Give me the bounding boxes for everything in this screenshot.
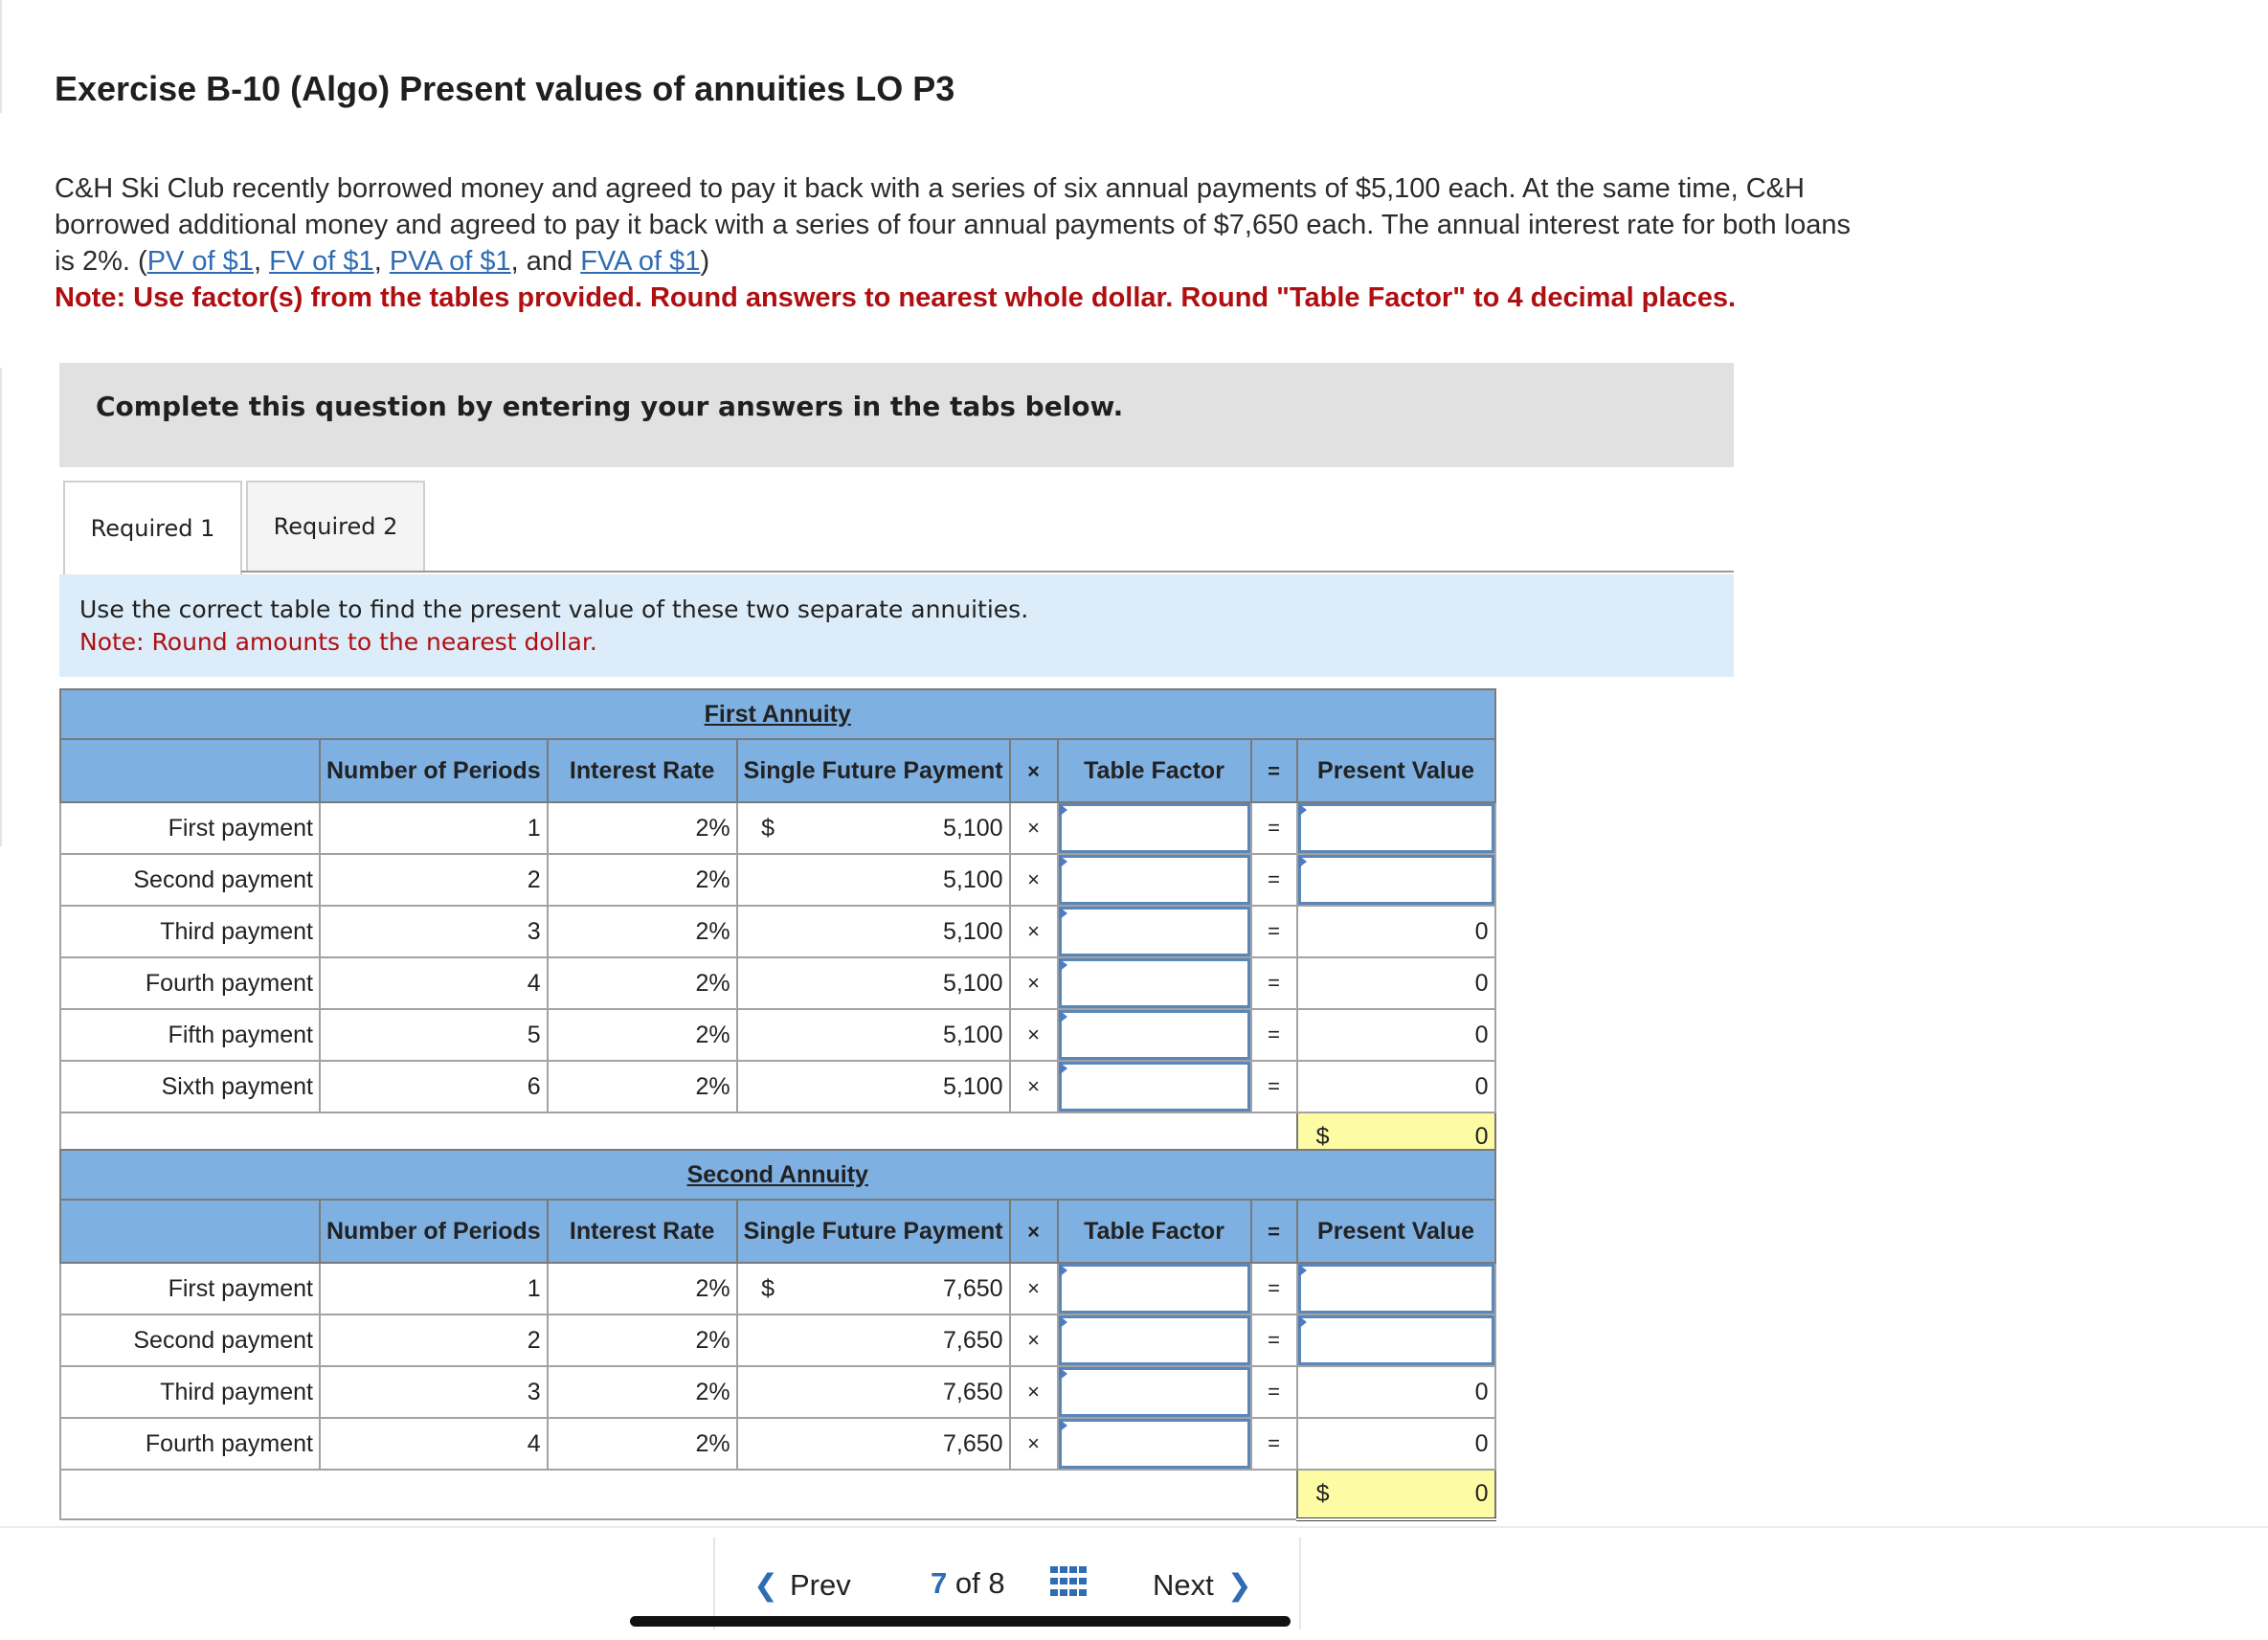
table-row [60, 906, 1495, 957]
equals-sign: = [1251, 854, 1297, 906]
payment-amount: 5,100 [797, 1061, 1009, 1112]
table-factor-input[interactable] [1058, 1366, 1251, 1418]
period-cell: 2 [320, 1314, 548, 1366]
problem-body: C&H Ski Club recently borrowed money and agreed to pay it back with a series of six annual payments of $5,100 each. At the same time, C&H borrowed additional money and agreed to pay it back with a series of four annual payments of $7,650 each. The annual interest rate for both loans is 2%. ( [55, 173, 1851, 277]
hint-text: Use the correct table to find the present value of these two separate annuities. [79, 595, 1029, 623]
dollar-sign: $ [737, 802, 798, 854]
header-payment: Single Future Payment [737, 739, 1010, 802]
fva-table-link[interactable]: FVA of $1 [580, 246, 701, 277]
table-factor-input[interactable] [1058, 957, 1251, 1009]
table-row [60, 1061, 1495, 1112]
period-cell: 4 [320, 1418, 548, 1470]
tab-required-2[interactable]: Required 2 [246, 481, 425, 573]
present-value-cell: 0 [1297, 957, 1495, 1009]
payment-amount: 5,100 [797, 854, 1009, 906]
left-border [0, 0, 2, 113]
times-sign: × [1010, 854, 1058, 906]
equals-sign: = [1251, 1314, 1297, 1366]
table-row [60, 957, 1495, 1009]
payment-amount: 5,100 [797, 802, 1009, 854]
header-factor: Table Factor [1058, 739, 1251, 802]
table-factor-input[interactable] [1058, 1314, 1251, 1366]
times-sign: × [1010, 957, 1058, 1009]
table-factor-input[interactable] [1058, 854, 1251, 906]
table-factor-input[interactable] [1058, 1061, 1251, 1112]
period-cell: 4 [320, 957, 548, 1009]
header-row [60, 739, 1495, 802]
times-sign: × [1010, 1366, 1058, 1418]
header-payment: Single Future Payment [737, 1200, 1010, 1263]
period-cell: 1 [320, 1263, 548, 1314]
times-sign: × [1010, 1418, 1058, 1470]
first-annuity-table [59, 688, 1496, 1164]
equals-sign: = [1251, 957, 1297, 1009]
period-cell: 3 [320, 906, 548, 957]
rate-cell: 2% [548, 854, 737, 906]
equals-sign: = [1251, 1418, 1297, 1470]
rate-cell: 2% [548, 1263, 737, 1314]
payment-label: Second payment [60, 854, 320, 906]
total-present-value: $ 0 [1297, 1470, 1495, 1519]
payment-label: Third payment [60, 906, 320, 957]
payment-amount: 7,650 [797, 1314, 1009, 1366]
total-present-value: $ 0 [1297, 1112, 1495, 1162]
header-rate: Interest Rate [548, 1200, 737, 1263]
pv-table-link[interactable]: PV of $1 [146, 246, 254, 277]
table-row [60, 1366, 1495, 1418]
chevron-right-icon: ❯ [1226, 1568, 1252, 1602]
table-row [60, 1314, 1495, 1366]
payment-label: Sixth payment [60, 1061, 320, 1112]
header-equals: = [1251, 739, 1297, 802]
payment-label: Second payment [60, 1314, 320, 1366]
times-sign: × [1010, 802, 1058, 854]
payment-amount: 7,650 [797, 1263, 1009, 1314]
period-cell: 3 [320, 1366, 548, 1418]
header-periods: Number of Periods [320, 1200, 548, 1263]
dollar-sign [737, 854, 798, 906]
equals-sign: = [1251, 1009, 1297, 1061]
second-annuity-table [59, 1149, 1496, 1521]
problem-note: Note: Use factor(s) from the tables provided. Round answers to nearest whole dollar. Round "Table Factor" to 4 decimal places. [55, 282, 1737, 313]
period-cell: 5 [320, 1009, 548, 1061]
payment-label: Fifth payment [60, 1009, 320, 1061]
header-equals: = [1251, 1200, 1297, 1263]
instruction-banner [59, 363, 1734, 467]
header-pv: Present Value [1297, 1200, 1495, 1263]
home-indicator [630, 1616, 1291, 1627]
tab-divider [241, 571, 1734, 573]
dollar-sign [737, 1061, 798, 1112]
present-value-input[interactable] [1297, 1263, 1495, 1314]
instruction-text: Complete this question by entering your answers in the tabs below. [96, 391, 1124, 422]
payment-label: First payment [60, 802, 320, 854]
present-value-input[interactable] [1297, 854, 1495, 906]
table-factor-input[interactable] [1058, 802, 1251, 854]
header-times: × [1010, 739, 1058, 802]
present-value-cell: 0 [1297, 1061, 1495, 1112]
dollar-sign [737, 1314, 798, 1366]
period-cell: 6 [320, 1061, 548, 1112]
table-row [60, 1009, 1495, 1061]
present-value-cell: 0 [1297, 1418, 1495, 1470]
hint-note: Note: Round amounts to the nearest dollar. [79, 628, 597, 656]
footer-divider [0, 1526, 2268, 1528]
pva-table-link[interactable]: PVA of $1 [389, 246, 511, 277]
total-row [60, 1470, 1495, 1519]
rate-cell: 2% [548, 802, 737, 854]
page-title: Exercise B-10 (Algo) Present values of annuities LO P3 [55, 69, 955, 108]
header-periods: Number of Periods [320, 739, 548, 802]
header-rate: Interest Rate [548, 739, 737, 802]
payment-label: Third payment [60, 1366, 320, 1418]
page-indicator: 7 of 8 [931, 1566, 1005, 1600]
header-pv: Present Value [1297, 739, 1495, 802]
rate-cell: 2% [548, 1061, 737, 1112]
header-row [60, 1200, 1495, 1263]
dollar-sign: $ [737, 1263, 798, 1314]
payment-amount: 5,100 [797, 906, 1009, 957]
header-times: × [1010, 1200, 1058, 1263]
rate-cell: 2% [548, 1366, 737, 1418]
payment-amount: 7,650 [797, 1418, 1009, 1470]
payment-label: Fourth payment [60, 1418, 320, 1470]
table-row [60, 854, 1495, 906]
period-cell: 1 [320, 802, 548, 854]
dollar-sign [737, 1366, 798, 1418]
table-factor-input[interactable] [1058, 1263, 1251, 1314]
table-row [60, 1418, 1495, 1470]
dollar-sign [737, 906, 798, 957]
period-cell: 2 [320, 854, 548, 906]
dollar-sign [737, 1418, 798, 1470]
times-sign: × [1010, 1263, 1058, 1314]
table-factor-input[interactable] [1058, 906, 1251, 957]
dollar-sign [737, 1009, 798, 1061]
payment-amount: 5,100 [797, 1009, 1009, 1061]
equals-sign: = [1251, 1263, 1297, 1314]
present-value-cell: 0 [1297, 1009, 1495, 1061]
tab-required-1[interactable]: Required 1 [63, 481, 242, 574]
first-annuity-caption: First Annuity [60, 689, 1495, 739]
next-button[interactable]: Next ❯ [1153, 1568, 1252, 1602]
equals-sign: = [1251, 1366, 1297, 1418]
dollar-sign [737, 957, 798, 1009]
rate-cell: 2% [548, 906, 737, 957]
rate-cell: 2% [548, 1009, 737, 1061]
prev-button[interactable]: ❮ Prev [753, 1568, 851, 1602]
payment-label: Fourth payment [60, 957, 320, 1009]
fv-table-link[interactable]: FV of $1 [269, 246, 374, 277]
equals-sign: = [1251, 802, 1297, 854]
payment-amount: 5,100 [797, 957, 1009, 1009]
rate-cell: 2% [548, 1418, 737, 1470]
times-sign: × [1010, 1009, 1058, 1061]
second-annuity-caption: Second Annuity [60, 1150, 1495, 1200]
present-value-input[interactable] [1297, 802, 1495, 854]
present-value-cell: 0 [1297, 906, 1495, 957]
chevron-left-icon: ❮ [753, 1568, 778, 1602]
present-value-cell: 0 [1297, 1366, 1495, 1418]
problem-text: C&H Ski Club recently borrowed money and agreed to pay it back with a series of six annual payments of $5,100 each. At the same time, C&H borrowed additional money and agreed to pay it back with a series of four annual payments of $7,650 each. The annual interest rate for both loans is 2%. (PV of $1, FV of $1, PVA of $1, and FVA of $1) Note: Use factor(s) from the tables provided. Round answers to nearest whole dollar. Round "Table Factor" to 4 decimal places. [55, 173, 1851, 313]
rate-cell: 2% [548, 1314, 737, 1366]
equals-sign: = [1251, 1061, 1297, 1112]
rate-cell: 2% [548, 957, 737, 1009]
table-row [60, 1263, 1495, 1314]
header-factor: Table Factor [1058, 1200, 1251, 1263]
table-row [60, 802, 1495, 854]
payment-amount: 7,650 [797, 1366, 1009, 1418]
times-sign: × [1010, 1314, 1058, 1366]
times-sign: × [1010, 1061, 1058, 1112]
table-factor-input[interactable] [1058, 1418, 1251, 1470]
table-factor-input[interactable] [1058, 1009, 1251, 1061]
present-value-input[interactable] [1297, 1314, 1495, 1366]
grid-icon[interactable] [1050, 1566, 1085, 1599]
times-sign: × [1010, 906, 1058, 957]
equals-sign: = [1251, 906, 1297, 957]
hint-box [59, 574, 1734, 677]
left-border [0, 368, 2, 846]
payment-label: First payment [60, 1263, 320, 1314]
